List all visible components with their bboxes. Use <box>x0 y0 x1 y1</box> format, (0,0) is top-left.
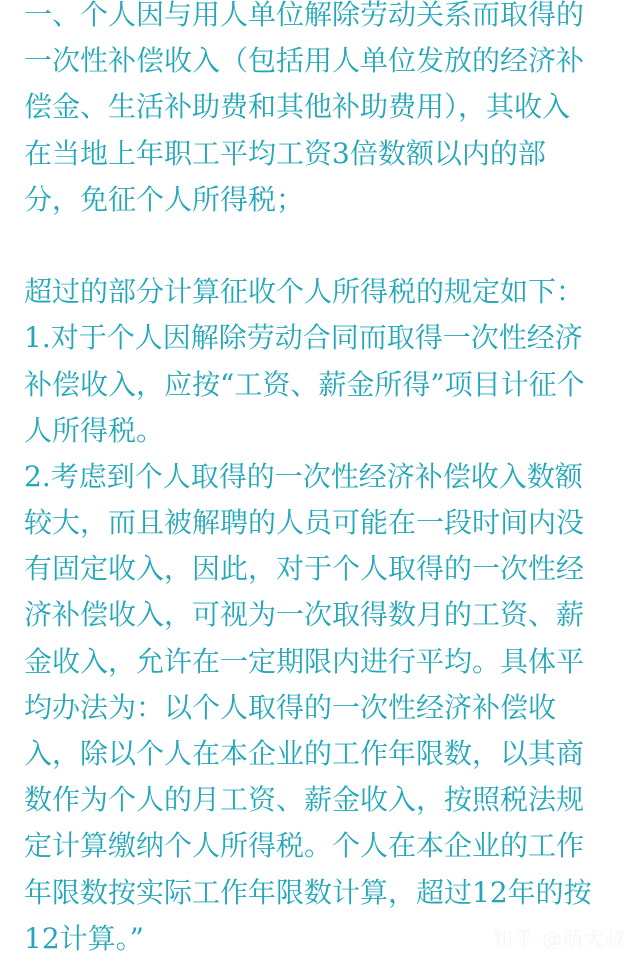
text-line: 偿金、生活补助费和其他补助费用），其收入 <box>24 90 571 124</box>
text-line: 金收入，允许在一定期限内进行平均。具体平 <box>24 644 585 678</box>
text-line: 12计算。” <box>24 921 144 955</box>
text-line: 一次性补偿收入（包括用人单位发放的经济补 <box>24 44 585 78</box>
text-line: 超过的部分计算征收个人所得税的规定如下： <box>24 275 585 309</box>
text-line: 补偿收入，应按“工资、薪金所得”项目计征个 <box>24 367 585 401</box>
text-line: 定计算缴纳个人所得税。个人在本企业的工作 <box>24 829 585 863</box>
text-line: 在当地上年职工平均工资3倍数额以内的部 <box>24 136 546 170</box>
text-line: 数作为个人的月工资、薪金收入，按照税法规 <box>24 783 585 817</box>
paragraph-spacer <box>24 223 624 269</box>
text-line: 入，除以个人在本企业的工作年限数，以其商 <box>24 737 585 770</box>
zhihu-watermark: 知乎 @萌大叔 <box>492 927 626 951</box>
text-line: 分，免征个人所得税； <box>24 182 305 216</box>
text-line: 有固定收入，因此，对于个人取得的一次性经 <box>24 552 585 586</box>
article-body <box>24 0 624 962</box>
text-line: 2.考虑到个人取得的一次性经济补偿收入数额 <box>24 459 583 493</box>
text-line: 一、个人因与用人单位解除劳动关系而取得的 <box>24 0 585 31</box>
text-line: 人所得税。 <box>24 413 165 447</box>
text-line: 较大，而且被解聘的人员可能在一段时间内没 <box>24 506 585 540</box>
text-line: 济补偿收入，可视为一次取得数月的工资、薪 <box>24 598 585 632</box>
text-line: 年限数按实际工作年限数计算，超过12年的按 <box>24 875 592 909</box>
text-line: 1.对于个人因解除劳动合同而取得一次性经济 <box>24 321 583 355</box>
text-line: 均办法为：以个人取得的一次性经济补偿收 <box>24 690 557 724</box>
